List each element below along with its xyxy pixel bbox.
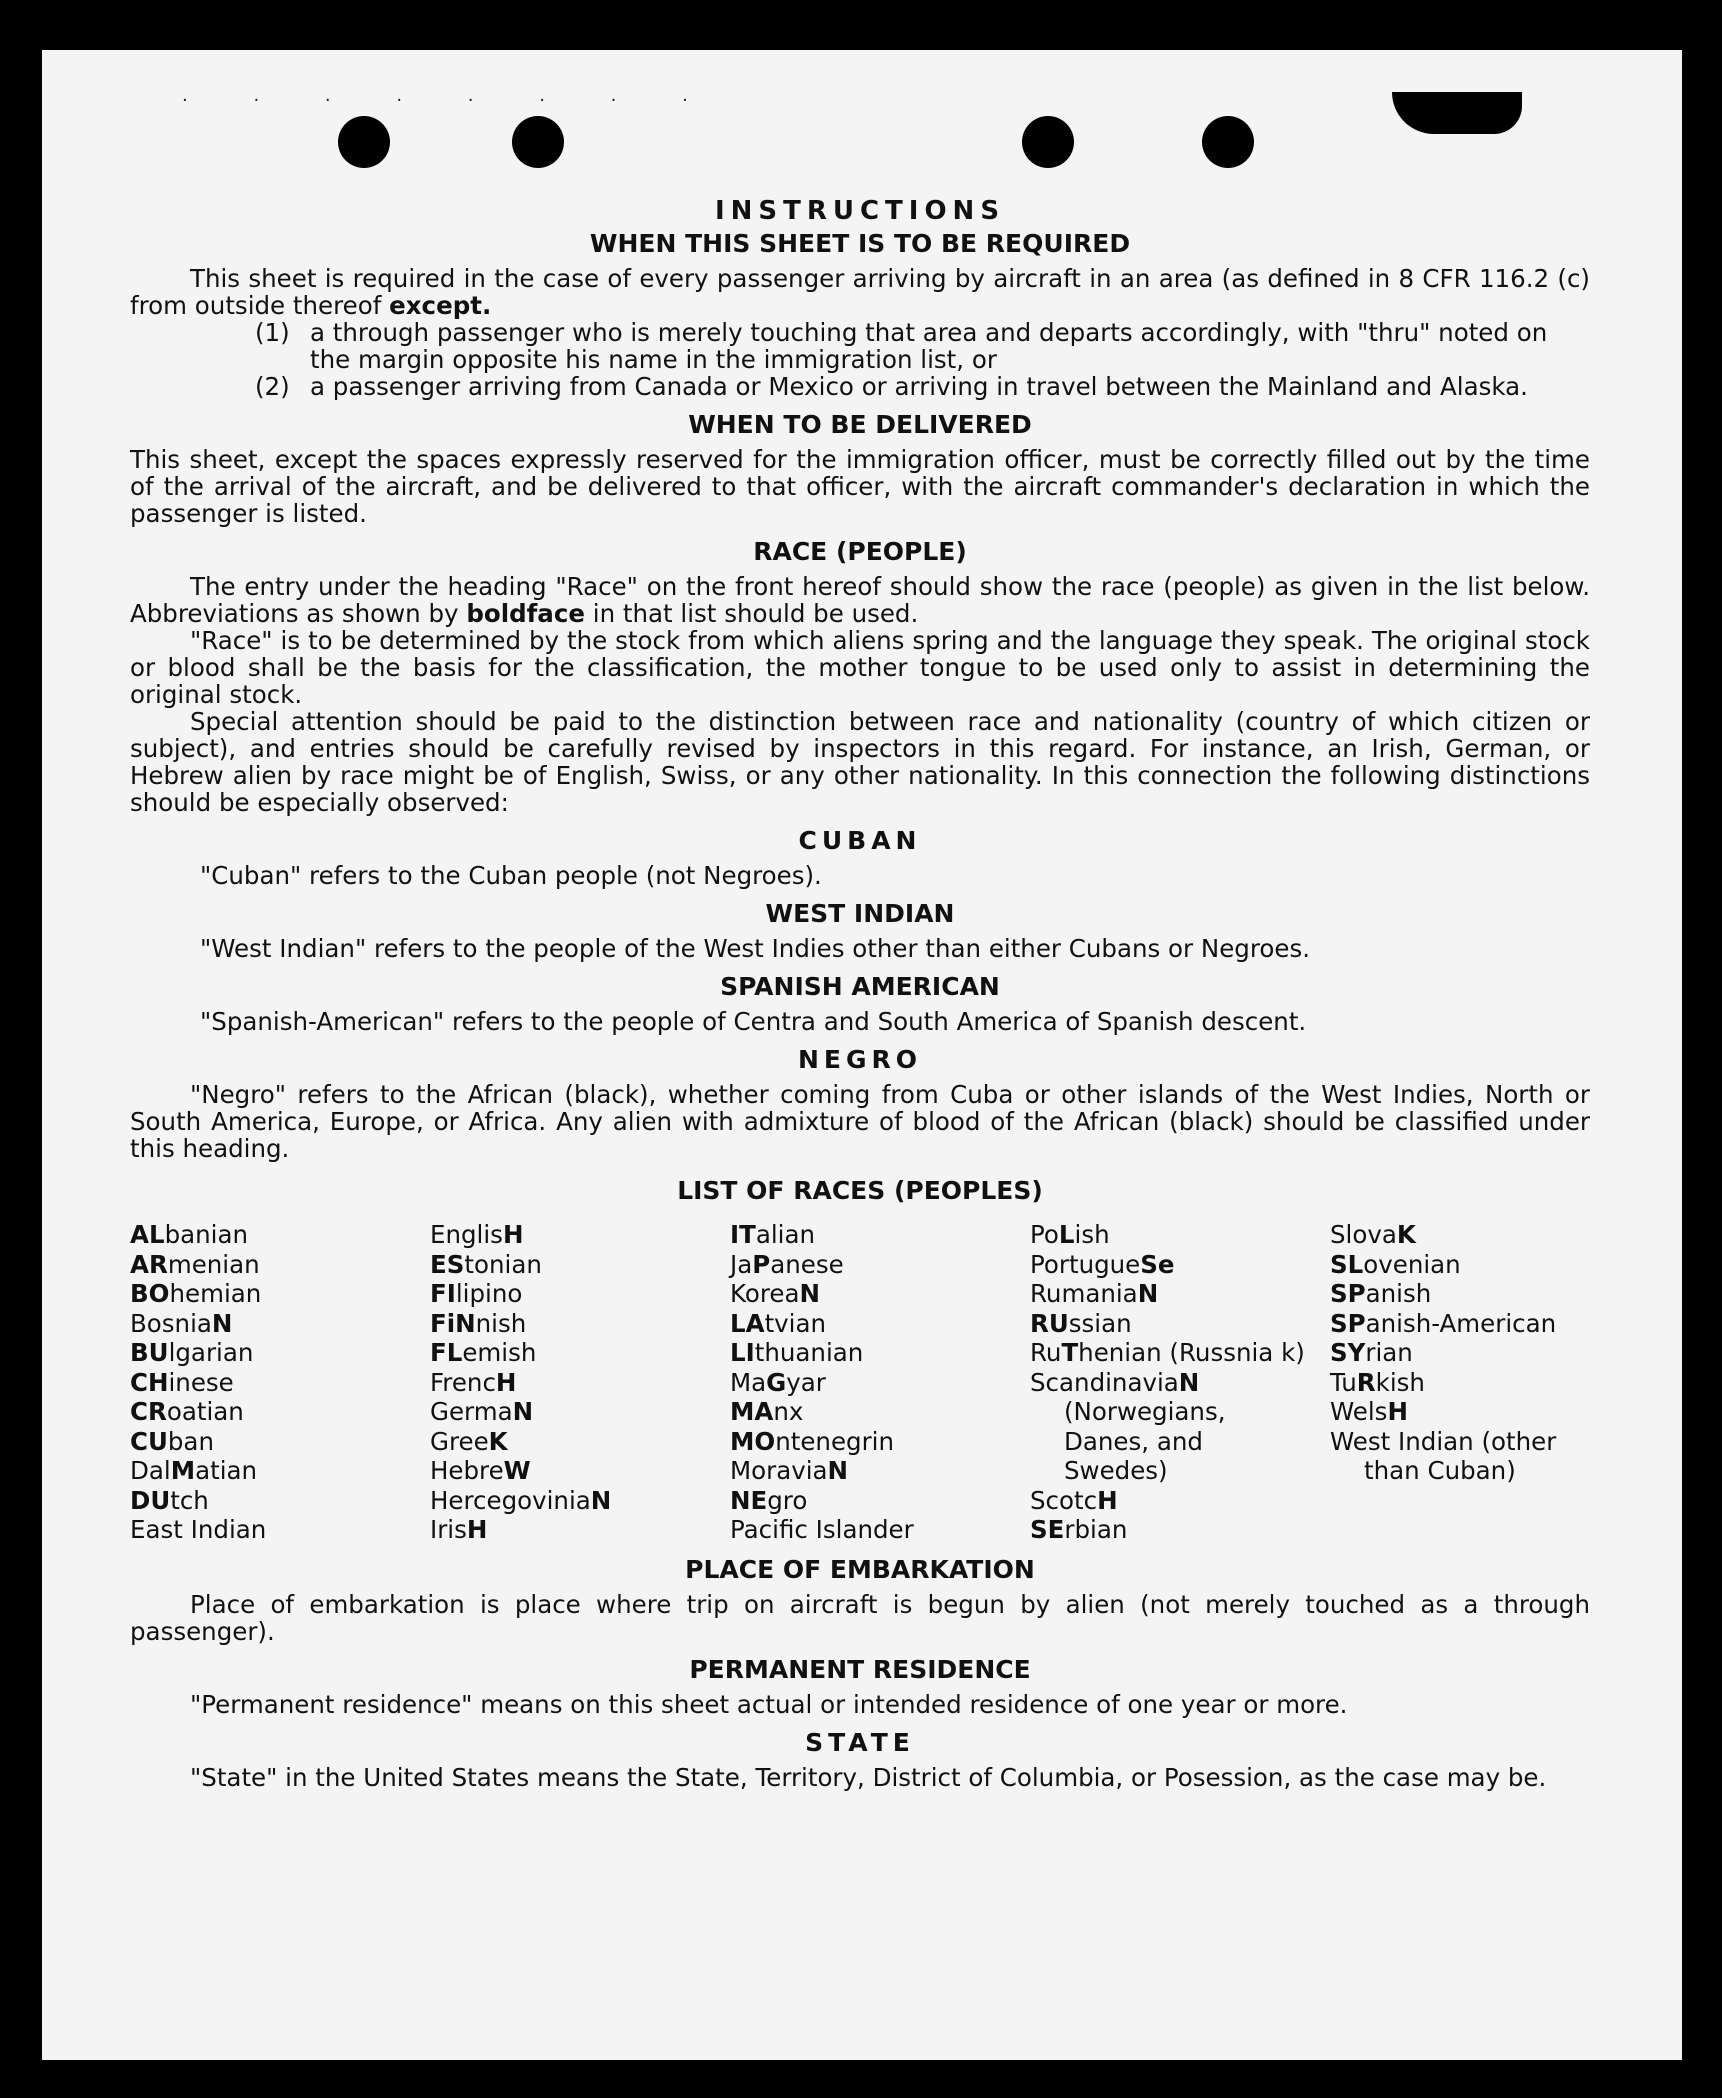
race-abbrev: N — [211, 1308, 233, 1338]
race-text: Germa — [430, 1397, 513, 1426]
race-text: Slova — [1330, 1220, 1397, 1249]
race-abbrev: R — [1356, 1367, 1376, 1397]
race-abbrev: H — [1387, 1397, 1408, 1426]
race-text: menian — [167, 1249, 260, 1279]
race-abbrev: SE — [1030, 1515, 1065, 1544]
race-text: nx — [773, 1397, 804, 1426]
race-text: ish — [1074, 1220, 1110, 1249]
race-text: Ru — [1030, 1338, 1062, 1367]
race-entry — [130, 1427, 430, 1457]
race-entry — [730, 1279, 1030, 1309]
race-abbrev: CU — [130, 1426, 168, 1456]
race-text: Scandinavia — [1030, 1367, 1179, 1397]
race-entry — [130, 1397, 430, 1427]
race-entry — [430, 1427, 730, 1457]
race-text: yar — [786, 1367, 826, 1397]
bold-text: except. — [389, 291, 492, 320]
race-entry — [430, 1456, 730, 1486]
races-column — [430, 1220, 730, 1545]
race-abbrev: N — [827, 1456, 849, 1485]
race-text: henian (Russnia k) — [1078, 1338, 1305, 1367]
race-abbrev: IT — [730, 1220, 756, 1249]
race-entry — [430, 1486, 730, 1516]
race-abbrev: LA — [730, 1308, 765, 1338]
race-entry — [1030, 1397, 1330, 1427]
race-text: Tu — [1330, 1367, 1357, 1397]
race-text: alian — [755, 1220, 815, 1249]
item-number: (2) — [255, 372, 290, 401]
list-item — [255, 373, 1590, 400]
punch-hole — [1202, 116, 1254, 168]
race-text: (Norwegians, — [1064, 1397, 1226, 1426]
race-abbrev: AR — [130, 1249, 168, 1279]
race-abbrev: MA — [730, 1397, 774, 1426]
races-column — [730, 1220, 1030, 1545]
race-text: Swedes) — [1064, 1456, 1168, 1485]
race-text: rbian — [1064, 1515, 1128, 1544]
race-entry — [1030, 1250, 1330, 1280]
race-entry — [1030, 1368, 1330, 1398]
race-entry — [430, 1338, 730, 1368]
race-text: Scotc — [1030, 1485, 1098, 1515]
race-text: emish — [462, 1338, 537, 1367]
section-title: RACE (PEOPLE) — [753, 537, 967, 566]
section-title: WHEN TO BE DELIVERED — [688, 410, 1032, 439]
race-entry — [1030, 1338, 1330, 1368]
text: in that list should be used. — [592, 599, 919, 628]
race-entry — [1330, 1338, 1630, 1368]
race-entry — [430, 1250, 730, 1280]
race-text: gro — [767, 1485, 808, 1515]
race-abbrev: N — [1137, 1279, 1159, 1308]
race-abbrev: AL — [130, 1220, 165, 1249]
specks: · · · · · · · · — [182, 90, 718, 111]
race-abbrev: BU — [130, 1338, 169, 1367]
race-entry — [730, 1250, 1030, 1280]
race-entry — [130, 1368, 430, 1398]
race-text: Pacific Islander — [730, 1515, 914, 1544]
section-title: NEGRO — [797, 1045, 923, 1074]
race-text: Hercegovinia — [430, 1485, 591, 1515]
race-text: Englis — [430, 1220, 503, 1249]
race-entry — [1030, 1427, 1330, 1457]
text: The entry under the heading "Race" on the front hereof should show the race (people) as given in the list below. Abbreviations as shown by — [130, 572, 1590, 628]
race-text: tvian — [764, 1308, 827, 1338]
race-abbrev: SP — [1330, 1308, 1366, 1338]
race-text: Hebre — [430, 1456, 504, 1485]
race-text: ssian — [1068, 1308, 1132, 1338]
race-abbrev: N — [590, 1485, 612, 1515]
race-text: inese — [168, 1367, 234, 1397]
race-text: ovenian — [1363, 1249, 1461, 1279]
paragraph: "Negro" refers to the African (black), whether coming from Cuba or other islands of the West Indies, North or South America, Europe, or Africa. Any alien with admixture of blood of the African (black) should be classified under this heading. — [130, 1080, 1590, 1163]
race-text: Bosnia — [130, 1308, 212, 1338]
race-entry — [130, 1338, 430, 1368]
section-title: WEST INDIAN — [765, 899, 955, 928]
race-entry — [430, 1515, 730, 1545]
bold-text: boldface — [466, 599, 585, 628]
race-text: Danes, and — [1064, 1426, 1203, 1456]
race-text: Moravia — [730, 1456, 828, 1485]
race-text: Dal — [130, 1456, 171, 1485]
race-text: Wels — [1330, 1397, 1388, 1426]
paragraph: "Cuban" refers to the Cuban people (not Negroes). — [200, 861, 822, 890]
race-entry — [1330, 1427, 1630, 1457]
race-entry — [730, 1338, 1030, 1368]
race-text: Frenc — [430, 1367, 496, 1397]
race-entry — [1030, 1456, 1330, 1486]
paragraph: "State" in the United States means the State, Territory, District of Columbia, or Posession, as the case may be. — [190, 1762, 1547, 1792]
race-text: rian — [1365, 1338, 1413, 1367]
race-abbrev: SL — [1330, 1249, 1364, 1279]
text: This sheet is required in the case of every passenger arriving by aircraft in an area (as defined in 8 CFR 116.2 (c) from outside thereof — [130, 264, 1590, 320]
race-text: anish-American — [1365, 1308, 1557, 1338]
paragraph: "Permanent residence" means on this sheet actual or intended residence of one year or more. — [190, 1689, 1348, 1719]
race-text: hemian — [169, 1279, 262, 1308]
section-title: PLACE OF EMBARKATION — [685, 1554, 1035, 1584]
race-abbrev: P — [752, 1249, 771, 1279]
race-text: thuanian — [754, 1338, 864, 1367]
list-item — [255, 319, 1590, 373]
race-text: Ma — [730, 1367, 767, 1397]
race-abbrev: N — [512, 1397, 534, 1426]
races-column — [1030, 1220, 1330, 1545]
race-entry — [1330, 1456, 1630, 1486]
race-abbrev: Se — [1140, 1249, 1175, 1279]
race-abbrev: NE — [730, 1485, 768, 1515]
race-abbrev: N — [799, 1279, 820, 1308]
paragraph: Special attention should be paid to the distinction between race and nationality (country of which citizen or subject), and entries should be carefully revised by inspectors in this regard. For instance, an Irish, German, or Hebrew alien by race might be of English, Swiss, or any other nationality. In this connection the following distinctions should be especially observed: — [130, 707, 1590, 817]
race-abbrev: SY — [1330, 1338, 1366, 1367]
race-entry — [730, 1456, 1030, 1486]
race-entry — [430, 1368, 730, 1398]
race-abbrev: FL — [430, 1338, 463, 1367]
punch-hole — [512, 116, 564, 168]
section-title: STATE — [805, 1727, 915, 1757]
race-text: East Indian — [130, 1515, 267, 1544]
paragraph: Place of embarkation is place where trip on aircraft is begun by alien (not merely touched as a through passenger). — [130, 1589, 1590, 1646]
race-entry — [1330, 1397, 1630, 1427]
section-title: CUBAN — [798, 826, 922, 855]
page-title: INSTRUCTIONS — [714, 196, 1006, 226]
races-column — [1330, 1220, 1630, 1545]
race-abbrev: H — [495, 1367, 517, 1397]
instructions-document — [130, 195, 1590, 1791]
race-entry — [1030, 1515, 1330, 1545]
race-entry — [430, 1220, 730, 1250]
punch-hole — [1022, 116, 1074, 168]
race-text: Korea — [730, 1279, 800, 1308]
punch-hole — [338, 116, 390, 168]
race-text: ntenegrin — [775, 1426, 894, 1456]
race-text: nish — [475, 1308, 527, 1338]
torn-corner — [1392, 92, 1522, 134]
race-text: Rumania — [1030, 1279, 1138, 1308]
race-text: anish — [1365, 1279, 1432, 1308]
race-entry — [130, 1220, 430, 1250]
race-entry — [730, 1220, 1030, 1250]
race-text: Po — [1030, 1220, 1059, 1249]
race-entry — [730, 1368, 1030, 1398]
race-text: tch — [170, 1485, 209, 1515]
race-text: kish — [1375, 1367, 1425, 1397]
race-entry — [130, 1309, 430, 1339]
race-entry — [130, 1515, 430, 1545]
race-abbrev: BO — [130, 1279, 170, 1308]
race-abbrev: H — [1097, 1485, 1118, 1515]
race-abbrev: CR — [130, 1397, 167, 1426]
race-entry — [1030, 1309, 1330, 1339]
race-entry — [730, 1427, 1030, 1457]
race-text: lgarian — [168, 1338, 254, 1367]
item-text: a through passenger who is merely touching that area and departs accordingly, with "thru" noted on the margin opposite his name in the immigration list, or — [310, 318, 1548, 374]
paragraph: This sheet, except the spaces expressly reserved for the immigration officer, must be correctly filled out by the time of the arrival of the aircraft, and be delivered to that officer, with the aircraft commander's declaration in which the passenger is listed. — [130, 445, 1590, 528]
race-abbrev: LI — [730, 1338, 755, 1367]
race-text: oatian — [166, 1397, 244, 1426]
race-abbrev: K — [1396, 1220, 1416, 1249]
race-abbrev: H — [502, 1220, 524, 1249]
race-entry — [130, 1279, 430, 1309]
race-entry — [1030, 1486, 1330, 1516]
race-text: than Cuban) — [1364, 1456, 1516, 1485]
race-entry — [730, 1309, 1030, 1339]
race-text: Ja — [730, 1249, 753, 1279]
race-abbrev: N — [1178, 1367, 1200, 1397]
race-abbrev: G — [766, 1367, 787, 1397]
races-column — [130, 1220, 430, 1545]
race-entry — [1330, 1309, 1630, 1339]
race-abbrev: W — [503, 1456, 531, 1485]
race-entry — [130, 1456, 430, 1486]
race-abbrev: MO — [730, 1426, 776, 1456]
race-text: West Indian (other — [1330, 1426, 1557, 1456]
race-abbrev: M — [170, 1456, 196, 1485]
race-text: Portugue — [1030, 1249, 1141, 1279]
race-entry — [430, 1397, 730, 1427]
race-abbrev: T — [1061, 1338, 1079, 1367]
race-abbrev: ES — [430, 1249, 465, 1279]
race-entry — [1330, 1250, 1630, 1280]
race-entry — [1030, 1279, 1330, 1309]
race-entry — [430, 1309, 730, 1339]
item-text: a passenger arriving from Canada or Mexico or arriving in travel between the Mainland and Alaska. — [310, 372, 1528, 401]
race-text: tonian — [464, 1249, 542, 1279]
race-abbrev: K — [488, 1426, 508, 1456]
section-title: WHEN THIS SHEET IS TO BE REQUIRED — [589, 229, 1131, 258]
section-title: LIST OF RACES (PEOPLES) — [677, 1176, 1043, 1205]
race-text: Iris — [430, 1515, 467, 1544]
race-text: anese — [770, 1249, 844, 1279]
section-title: SPANISH AMERICAN — [720, 972, 1000, 1001]
race-abbrev: DU — [130, 1485, 171, 1515]
race-entry — [730, 1486, 1030, 1516]
paragraph — [130, 573, 1590, 627]
paragraph: "Race" is to be determined by the stock from which aliens spring and the language they speak. The original stock or blood shall be the basis for the classification, the mother tongue to be used only to assist in determining the original stock. — [130, 626, 1590, 709]
race-abbrev: L — [1058, 1220, 1075, 1249]
race-entry — [130, 1486, 430, 1516]
race-abbrev: CH — [130, 1367, 169, 1397]
race-abbrev: FI — [430, 1279, 456, 1308]
section-title: PERMANENT RESIDENCE — [689, 1654, 1031, 1684]
paragraph: "Spanish-American" refers to the people of Centra and South America of Spanish descent. — [200, 1007, 1307, 1036]
race-abbrev: FiN — [430, 1308, 476, 1338]
item-number: (1) — [255, 318, 290, 347]
race-entry — [430, 1279, 730, 1309]
race-entry — [130, 1250, 430, 1280]
race-text: atian — [195, 1456, 258, 1485]
race-text: ban — [167, 1426, 214, 1456]
paragraph: "West Indian" refers to the people of the West Indies other than either Cubans or Negroes. — [200, 934, 1311, 963]
paragraph — [130, 265, 1590, 319]
race-entry — [1330, 1279, 1630, 1309]
race-abbrev: RU — [1030, 1308, 1069, 1338]
race-text: banian — [164, 1220, 249, 1249]
race-entry — [1330, 1220, 1630, 1250]
race-entry — [1330, 1368, 1630, 1398]
race-abbrev: SP — [1330, 1279, 1366, 1308]
race-entry — [730, 1397, 1030, 1427]
race-entry — [1030, 1220, 1330, 1250]
race-entry — [730, 1515, 1030, 1545]
race-text: lipino — [455, 1279, 523, 1308]
race-abbrev: H — [466, 1515, 488, 1544]
races-list — [130, 1220, 1590, 1545]
race-text: Gree — [430, 1426, 489, 1456]
